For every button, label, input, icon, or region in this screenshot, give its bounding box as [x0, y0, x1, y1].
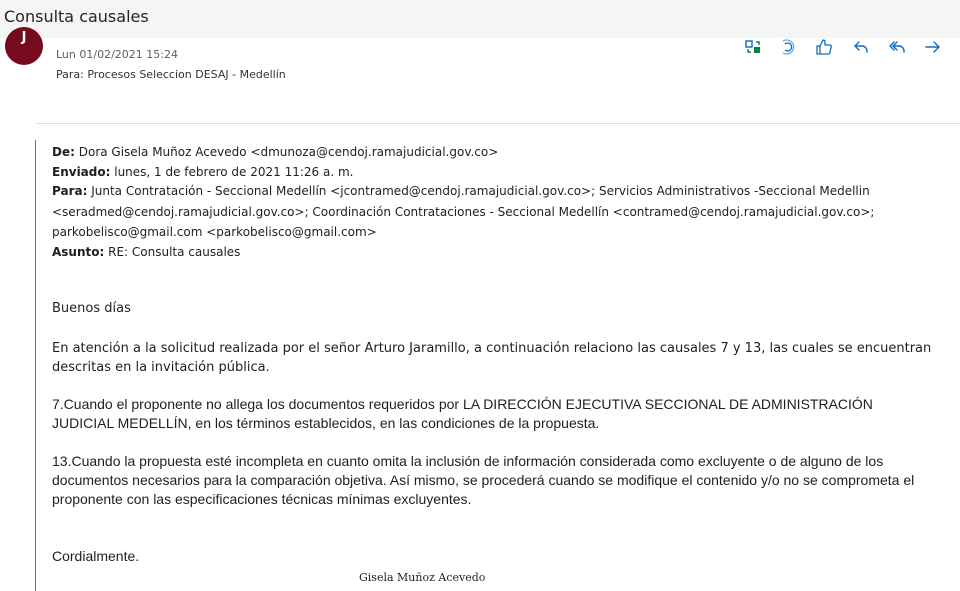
quoted-to: [52, 181, 957, 201]
immersive-reader-icon[interactable]: [777, 36, 799, 58]
from-value: Dora Gisela Muñoz Acevedo <dmunoza@cendoj.ramajudicial.gov.co>: [78, 145, 499, 159]
sent-label: Enviado:: [52, 165, 111, 179]
quoted-to-line2: <seradmed@cendoj.ramajudicial.gov.co>; Coordinación Contrataciones - Seccional Medellín <contramed@cendoj.ramajudicial.gov.co>;: [52, 205, 875, 219]
page-title: Consulta causales: [4, 7, 149, 26]
forward-icon[interactable]: [922, 36, 944, 58]
paragraph-3-line-3: proponente con las especificaciones técnicas mínimas excluyentes.: [52, 491, 472, 507]
quoted-to-line3: parkobelisco@gmail.com <parkobelisco@gmail.com>: [52, 225, 377, 239]
quoted-to-label: Para:: [52, 184, 88, 198]
avatar[interactable]: [5, 27, 43, 65]
quote-bar: [35, 140, 36, 591]
from-label: De:: [52, 145, 75, 159]
like-icon[interactable]: [813, 36, 835, 58]
reply-all-icon[interactable]: [886, 36, 908, 58]
subject-value: RE: Consulta causales: [108, 245, 241, 259]
signature: Gisela Muñoz Acevedo: [359, 571, 486, 584]
paragraph-2-line-2: JUDICIAL MEDELLÍN, en los términos establecidos, en las condiciones de la propuesta.: [52, 415, 600, 431]
header-divider: [36, 123, 960, 124]
quoted-to-line1: Junta Contratación - Seccional Medellín <jcontramed@cendoj.ramajudicial.gov.co>; Servicios Administrativos -Seccional Medellin: [91, 184, 870, 198]
paragraph-3-line-1: 13.Cuando la propuesta esté incompleta en cuanto omita la inclusión de información considerada como excluyente o de alguno de los: [52, 453, 884, 469]
message-date: Lun 01/02/2021 15:24: [56, 48, 178, 61]
closing: Cordialmente.: [52, 548, 140, 564]
paragraph-1: [52, 339, 957, 377]
quoted-from: [52, 142, 957, 162]
reply-icon[interactable]: [850, 36, 872, 58]
paragraph-2-line-1: 7.Cuando el proponente no allega los documentos requeridos por LA DIRECCIÓN EJECUTIVA SECCIONAL DE ADMINISTRACIÓN: [52, 396, 873, 412]
translate-icon[interactable]: [742, 36, 764, 58]
title-bar: [0, 0, 960, 38]
quoted-sent: [52, 162, 957, 182]
paragraph-1-line-2: descritas en la invitación pública.: [52, 360, 270, 375]
to-label: Para:: [56, 68, 84, 81]
quoted-subject: [52, 242, 957, 262]
paragraph-2: [52, 395, 957, 433]
paragraph-1-line-1: En atención a la solicitud realizada por el señor Arturo Jaramillo, a continuación relaciono las causales 7 y 13, las cuales se encuentran: [52, 341, 932, 356]
greeting: Buenos días: [52, 301, 131, 316]
paragraph-3: [52, 452, 957, 509]
subject-label: Asunto:: [52, 245, 105, 259]
to-value[interactable]: Procesos Seleccion DESAJ - Medellín: [87, 68, 286, 81]
recipient-line: [56, 68, 286, 81]
paragraph-3-line-2: documentos necesarios para la comparación objetiva. Así mismo, se procederá cuando se modifique el contenido y/o no se comprometa el: [52, 472, 915, 488]
avatar-initial: J: [21, 30, 27, 45]
sent-value: lunes, 1 de febrero de 2021 11:26 a. m.: [114, 165, 354, 179]
